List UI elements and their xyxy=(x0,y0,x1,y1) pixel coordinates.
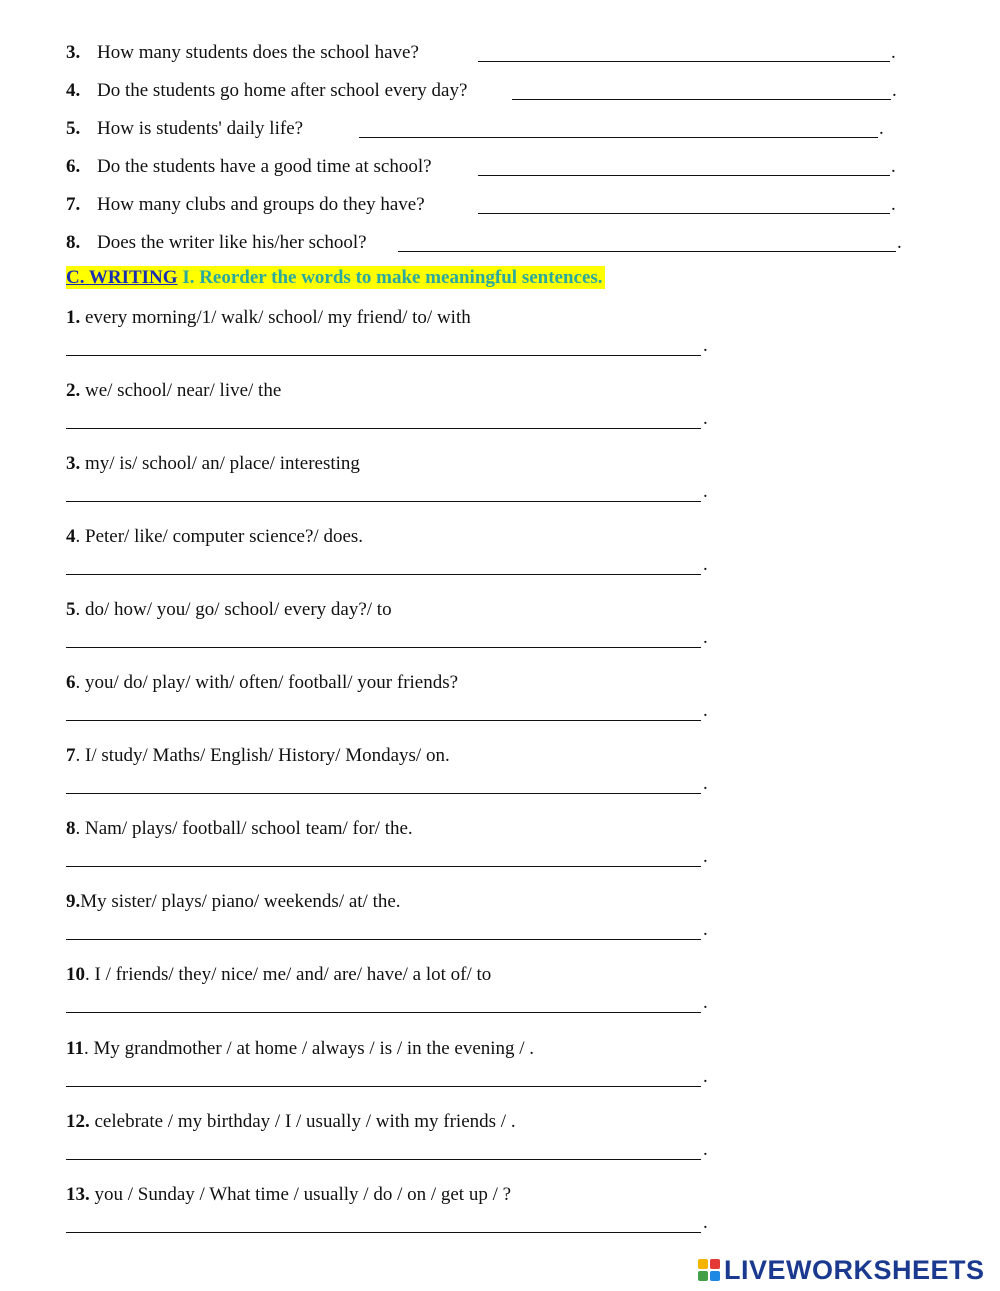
question-text: Does the writer like his/her school? xyxy=(97,232,367,253)
question-number: 6. xyxy=(66,156,81,177)
question-number: 4. xyxy=(66,80,81,101)
answer-line[interactable] xyxy=(66,1086,701,1087)
exercise-words: . I/ study/ Maths/ English/ History/ Mondays/ on. xyxy=(75,745,450,766)
section-instruction: I. Reorder the words to make meaningful sentences. xyxy=(177,267,603,288)
logo-blocks-icon xyxy=(698,1259,720,1281)
exercise-1 xyxy=(66,306,746,366)
exercise-number: 12. xyxy=(66,1111,90,1132)
answer-line[interactable] xyxy=(512,99,891,100)
liveworksheets-logo xyxy=(698,1254,985,1286)
exercise-words: . My grandmother / at home / always / is / in the evening / . xyxy=(83,1038,535,1059)
answer-line[interactable] xyxy=(66,355,701,356)
exercise-2 xyxy=(66,379,746,439)
exercise-3 xyxy=(66,452,746,512)
exercise-number: 5 xyxy=(66,599,76,620)
answer-line[interactable] xyxy=(478,61,890,62)
exercise-number: 8 xyxy=(66,818,76,839)
exercise-7 xyxy=(66,744,746,804)
exercise-9 xyxy=(66,890,746,950)
exercise-prompt xyxy=(66,671,458,695)
answer-line[interactable] xyxy=(398,251,896,252)
exercise-prompt xyxy=(66,890,401,914)
exercise-number: 7 xyxy=(66,745,76,766)
question-number: 3. xyxy=(66,42,81,63)
answer-line[interactable] xyxy=(66,939,701,940)
answer-end-period: . xyxy=(703,481,708,502)
exercise-number: 11 xyxy=(66,1038,84,1059)
question-text: How many clubs and groups do they have? xyxy=(97,194,425,215)
exercise-number: 4 xyxy=(66,526,76,547)
answer-end-period: . xyxy=(703,1066,708,1087)
answer-line[interactable] xyxy=(66,1012,701,1013)
logo-block xyxy=(710,1259,720,1269)
exercise-5 xyxy=(66,598,746,658)
exercise-words: my/ is/ school/ an/ place/ interesting xyxy=(80,453,360,474)
exercise-prompt xyxy=(66,452,360,476)
answer-end-period: . xyxy=(703,700,708,721)
exercise-prompt xyxy=(66,1183,511,1207)
answer-line[interactable] xyxy=(66,866,701,867)
answer-end-period: . xyxy=(892,80,897,101)
answer-line[interactable] xyxy=(66,647,701,648)
exercise-words: . Nam/ plays/ football/ school team/ for/ the. xyxy=(75,818,413,839)
exercise-words: . Peter/ like/ computer science?/ does. xyxy=(75,526,364,547)
answer-line[interactable] xyxy=(478,175,890,176)
exercise-prompt xyxy=(66,379,281,403)
answer-end-period: . xyxy=(703,1212,708,1233)
exercise-words: . do/ how/ you/ go/ school/ every day?/ to xyxy=(75,599,392,620)
exercise-4 xyxy=(66,525,746,585)
answer-line[interactable] xyxy=(66,428,701,429)
exercise-8 xyxy=(66,817,746,877)
question-4 xyxy=(66,77,897,103)
question-8 xyxy=(66,229,902,255)
exercise-13 xyxy=(66,1183,746,1243)
answer-line[interactable] xyxy=(66,720,701,721)
exercise-prompt xyxy=(66,525,363,549)
question-number: 5. xyxy=(66,118,81,139)
answer-line[interactable] xyxy=(66,574,701,575)
question-6 xyxy=(66,153,896,179)
answer-end-period: . xyxy=(879,118,884,139)
answer-end-period: . xyxy=(703,919,708,940)
exercise-number: 13. xyxy=(66,1184,90,1205)
exercise-prompt xyxy=(66,1110,516,1134)
exercise-words: My sister/ plays/ piano/ weekends/ at/ the. xyxy=(80,891,401,912)
exercise-words: celebrate / my birthday / I / usually / with my friends / . xyxy=(89,1111,516,1132)
exercise-prompt xyxy=(66,1037,534,1061)
answer-line[interactable] xyxy=(66,501,701,502)
exercise-number: 10 xyxy=(66,964,85,985)
exercise-words: . I / friends/ they/ nice/ me/ and/ are/ have/ a lot of/ to xyxy=(85,964,492,985)
question-3 xyxy=(66,39,896,65)
question-text: Do the students go home after school every day? xyxy=(97,80,468,101)
logo-block xyxy=(698,1271,708,1281)
logo-block xyxy=(698,1259,708,1269)
answer-line[interactable] xyxy=(66,1232,701,1233)
answer-end-period: . xyxy=(703,335,708,356)
answer-end-period: . xyxy=(703,1139,708,1160)
question-5 xyxy=(66,115,884,141)
answer-end-period: . xyxy=(703,773,708,794)
answer-end-period: . xyxy=(891,42,896,63)
question-7 xyxy=(66,191,896,217)
answer-end-period: . xyxy=(703,846,708,867)
logo-text: LIVEWORKSHEETS xyxy=(724,1254,985,1285)
answer-line[interactable] xyxy=(66,793,701,794)
exercise-number: 6 xyxy=(66,672,76,693)
answer-end-period: . xyxy=(891,156,896,177)
exercise-12 xyxy=(66,1110,746,1170)
section-label: C. WRITING xyxy=(66,267,178,288)
answer-end-period: . xyxy=(703,554,708,575)
answer-line[interactable] xyxy=(478,213,890,214)
exercise-words: you / Sunday / What time / usually / do / on / get up / ? xyxy=(89,1184,512,1205)
section-heading xyxy=(66,266,605,289)
exercise-number: 1. xyxy=(66,307,81,328)
answer-end-period: . xyxy=(703,992,708,1013)
exercise-words: . you/ do/ play/ with/ often/ football/ your friends? xyxy=(75,672,459,693)
answer-end-period: . xyxy=(891,194,896,215)
logo-block xyxy=(710,1271,720,1281)
exercise-prompt xyxy=(66,963,491,987)
exercise-prompt xyxy=(66,817,413,841)
answer-end-period: . xyxy=(703,627,708,648)
exercise-number: 3. xyxy=(66,453,81,474)
question-text: Do the students have a good time at school? xyxy=(97,156,432,177)
exercise-prompt xyxy=(66,744,450,768)
question-number: 7. xyxy=(66,194,81,215)
question-number: 8. xyxy=(66,232,81,253)
exercise-10 xyxy=(66,963,746,1023)
answer-line[interactable] xyxy=(359,137,878,138)
answer-end-period: . xyxy=(897,232,902,253)
exercise-11 xyxy=(66,1037,746,1097)
answer-line[interactable] xyxy=(66,1159,701,1160)
exercise-words: every morning/1/ walk/ school/ my friend/ to/ with xyxy=(80,307,471,328)
exercise-number: 9. xyxy=(66,891,81,912)
exercise-prompt xyxy=(66,306,471,330)
answer-end-period: . xyxy=(703,408,708,429)
exercise-number: 2. xyxy=(66,380,81,401)
question-text: How many students does the school have? xyxy=(97,42,419,63)
exercise-6 xyxy=(66,671,746,731)
exercise-words: we/ school/ near/ live/ the xyxy=(80,380,282,401)
question-text: How is students' daily life? xyxy=(97,118,304,139)
exercise-prompt xyxy=(66,598,392,622)
